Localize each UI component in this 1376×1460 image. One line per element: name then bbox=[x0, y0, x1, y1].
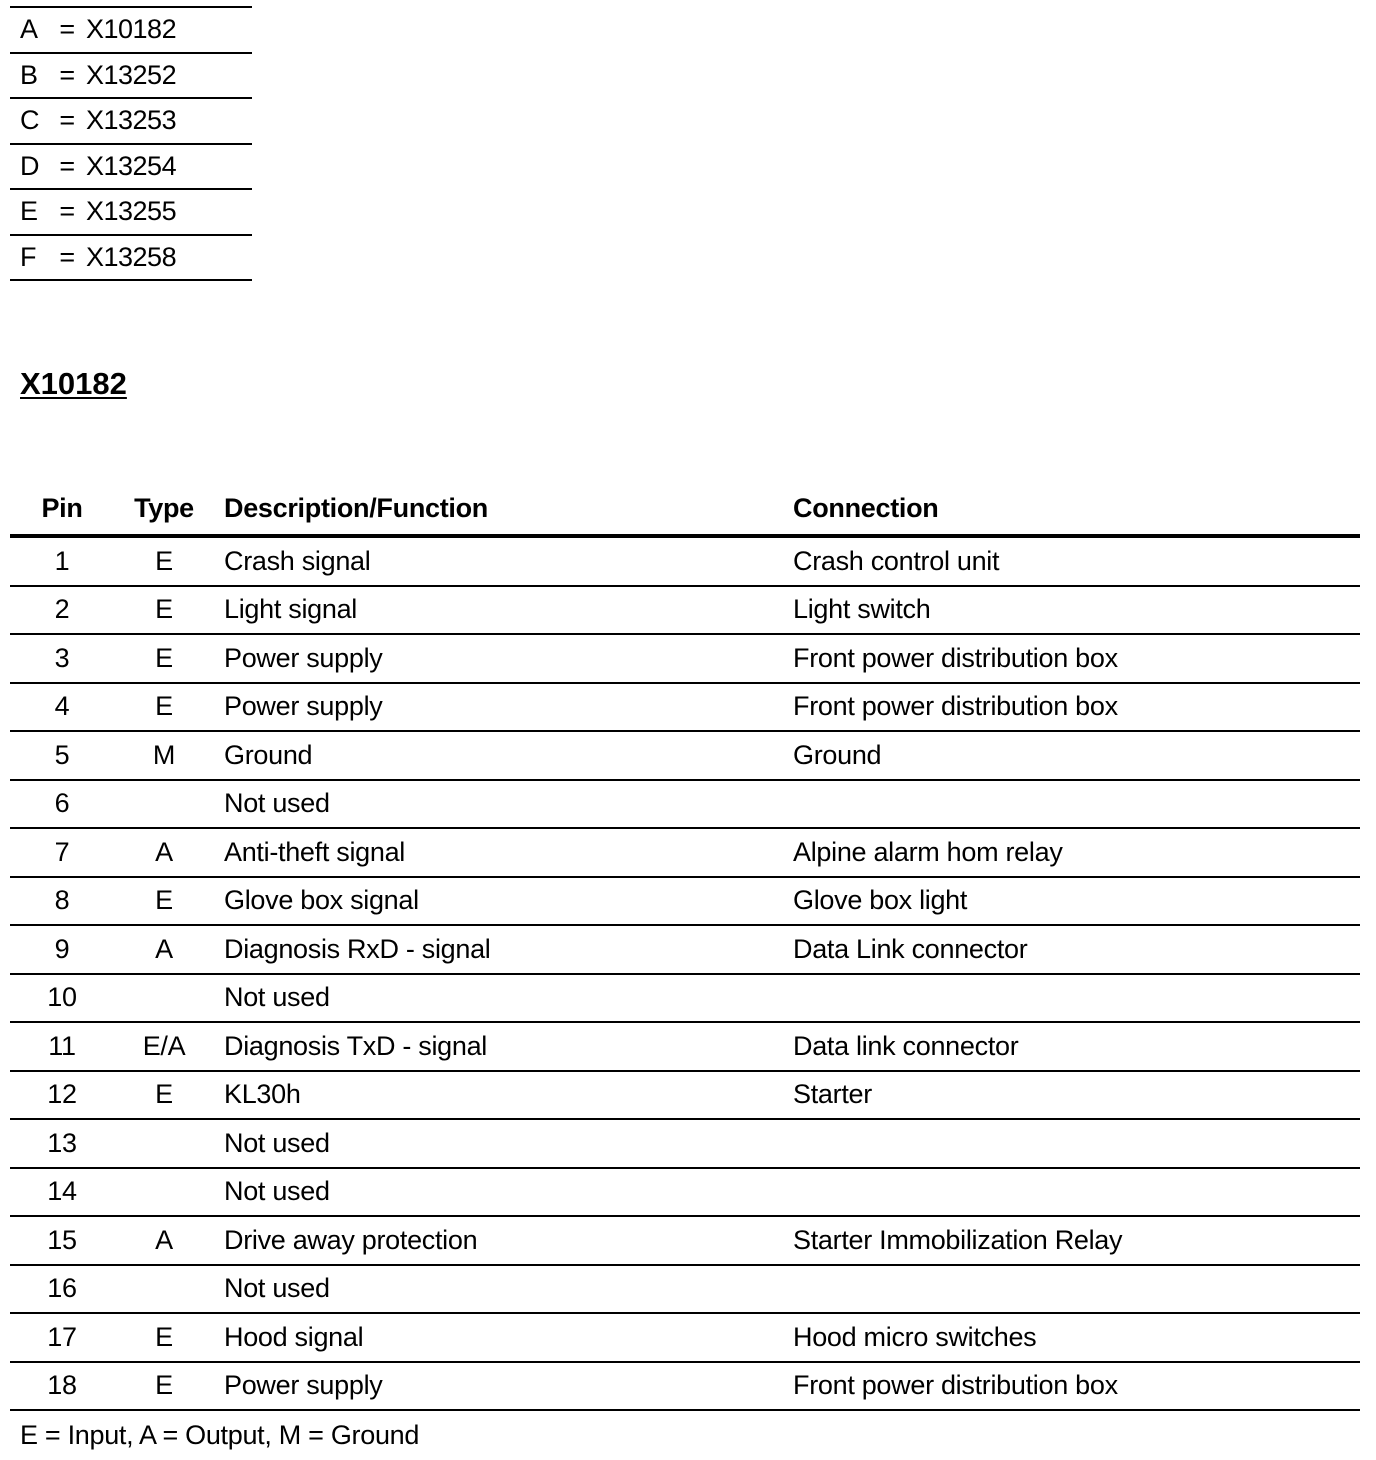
table-row bbox=[10, 781, 1360, 830]
table-row bbox=[10, 684, 1360, 733]
cell-pin: 11 bbox=[48, 1030, 76, 1061]
cell-pin: 17 bbox=[47, 1321, 77, 1352]
legend-letter: F bbox=[20, 241, 36, 272]
cell-type: E bbox=[155, 1079, 173, 1110]
cell-description: Not used bbox=[224, 788, 330, 819]
legend-row bbox=[10, 190, 252, 236]
cell-description: Crash signal bbox=[224, 545, 371, 576]
legend-code: X13253 bbox=[86, 105, 177, 136]
cell-pin: 16 bbox=[47, 1273, 77, 1304]
cell-pin: 6 bbox=[54, 788, 70, 819]
cell-type: E bbox=[155, 691, 173, 722]
cell-description: Power supply bbox=[224, 642, 383, 673]
cell-description: Light signal bbox=[224, 594, 357, 625]
table-row bbox=[10, 1120, 1360, 1169]
cell-description: Not used bbox=[224, 1273, 330, 1304]
cell-pin: 2 bbox=[54, 594, 70, 625]
table-row bbox=[10, 538, 1360, 587]
cell-description: Diagnosis TxD - signal bbox=[224, 1030, 488, 1061]
cell-connection: Front power distribution box bbox=[793, 691, 1118, 722]
cell-pin: 8 bbox=[54, 885, 70, 916]
cell-pin: 5 bbox=[54, 739, 70, 770]
cell-description: Not used bbox=[224, 982, 330, 1013]
legend-letter: C bbox=[20, 105, 39, 136]
cell-type: E bbox=[155, 594, 173, 625]
header-type: Type bbox=[134, 492, 194, 523]
cell-type: E bbox=[155, 1321, 173, 1352]
cell-pin: 1 bbox=[54, 545, 70, 576]
cell-description: KL30h bbox=[224, 1079, 301, 1110]
cell-pin: 18 bbox=[47, 1370, 77, 1401]
cell-description: Not used bbox=[224, 1176, 330, 1207]
legend-equals: = bbox=[59, 241, 75, 272]
type-footnote: E = Input, A = Output, M = Ground bbox=[20, 1420, 420, 1450]
cell-type: A bbox=[155, 933, 173, 964]
legend-equals: = bbox=[59, 59, 75, 90]
header-pin: Pin bbox=[41, 492, 83, 523]
table-row bbox=[10, 1217, 1360, 1266]
cell-description: Power supply bbox=[224, 691, 383, 722]
cell-connection: Crash control unit bbox=[793, 545, 1000, 576]
pin-table bbox=[10, 482, 1360, 1411]
cell-connection: Starter bbox=[793, 1079, 872, 1110]
legend-letter: E bbox=[20, 196, 38, 227]
legend-letter: D bbox=[20, 150, 39, 181]
legend-code: X13254 bbox=[86, 150, 177, 181]
table-row bbox=[10, 732, 1360, 781]
table-row bbox=[10, 926, 1360, 975]
table-row bbox=[10, 1169, 1360, 1218]
cell-connection: Light switch bbox=[793, 594, 931, 625]
cell-description: Glove box signal bbox=[224, 885, 419, 916]
table-header bbox=[10, 482, 1360, 538]
header-description: Description/Function bbox=[224, 492, 489, 523]
table-row bbox=[10, 1266, 1360, 1315]
legend-row bbox=[10, 236, 252, 282]
cell-type: E bbox=[155, 1370, 173, 1401]
cell-pin: 3 bbox=[54, 642, 70, 673]
legend-row bbox=[10, 8, 252, 54]
cell-description: Hood signal bbox=[224, 1321, 364, 1352]
cell-description: Not used bbox=[224, 1127, 330, 1158]
legend-equals: = bbox=[59, 150, 75, 181]
cell-type: E bbox=[155, 642, 173, 673]
legend-code: X13252 bbox=[86, 59, 177, 90]
cell-type: E bbox=[155, 545, 173, 576]
table-row bbox=[10, 1023, 1360, 1072]
table-row bbox=[10, 878, 1360, 927]
header-connection: Connection bbox=[793, 492, 939, 523]
cell-connection: Front power distribution box bbox=[793, 1370, 1118, 1401]
cell-description: Diagnosis RxD - signal bbox=[224, 933, 491, 964]
cell-description: Anti-theft signal bbox=[224, 836, 405, 867]
table-row bbox=[10, 1314, 1360, 1363]
cell-connection: Alpine alarm hom relay bbox=[793, 836, 1063, 867]
cell-type: A bbox=[155, 1224, 173, 1255]
table-row bbox=[10, 635, 1360, 684]
legend-equals: = bbox=[59, 105, 75, 136]
legend-code: X13258 bbox=[86, 241, 177, 272]
cell-type: E/A bbox=[142, 1030, 186, 1061]
cell-connection: Data Link connector bbox=[793, 933, 1028, 964]
legend-equals: = bbox=[59, 14, 75, 45]
legend-letter: B bbox=[20, 59, 38, 90]
table-row bbox=[10, 975, 1360, 1024]
section-title: X10182 bbox=[20, 366, 127, 401]
legend-row bbox=[10, 99, 252, 145]
legend-row bbox=[10, 54, 252, 100]
cell-pin: 9 bbox=[54, 933, 70, 964]
cell-connection: Ground bbox=[793, 739, 882, 770]
table-row bbox=[10, 587, 1360, 636]
cell-description: Ground bbox=[224, 739, 313, 770]
cell-description: Drive away protection bbox=[224, 1224, 478, 1255]
legend-row bbox=[10, 145, 252, 191]
cell-connection: Data link connector bbox=[793, 1030, 1019, 1061]
cell-pin: 13 bbox=[47, 1127, 77, 1158]
legend-equals: = bbox=[59, 196, 75, 227]
cell-connection: Hood micro switches bbox=[793, 1321, 1037, 1352]
cell-connection: Starter Immobilization Relay bbox=[793, 1224, 1123, 1255]
cell-type: M bbox=[152, 739, 176, 770]
table-row bbox=[10, 1363, 1360, 1412]
cell-pin: 15 bbox=[47, 1224, 77, 1255]
cell-pin: 10 bbox=[47, 982, 77, 1013]
cell-type: E bbox=[155, 885, 173, 916]
cell-pin: 7 bbox=[54, 836, 70, 867]
cell-pin: 14 bbox=[47, 1176, 77, 1207]
connector-legend bbox=[10, 6, 252, 281]
cell-connection: Glove box light bbox=[793, 885, 968, 916]
cell-pin: 4 bbox=[54, 691, 70, 722]
table-row bbox=[10, 829, 1360, 878]
legend-letter: A bbox=[20, 14, 38, 45]
cell-description: Power supply bbox=[224, 1370, 383, 1401]
cell-type: A bbox=[155, 836, 173, 867]
legend-code: X10182 bbox=[86, 14, 177, 45]
legend-code: X13255 bbox=[86, 196, 177, 227]
table-row bbox=[10, 1072, 1360, 1121]
cell-pin: 12 bbox=[47, 1079, 77, 1110]
cell-connection: Front power distribution box bbox=[793, 642, 1118, 673]
